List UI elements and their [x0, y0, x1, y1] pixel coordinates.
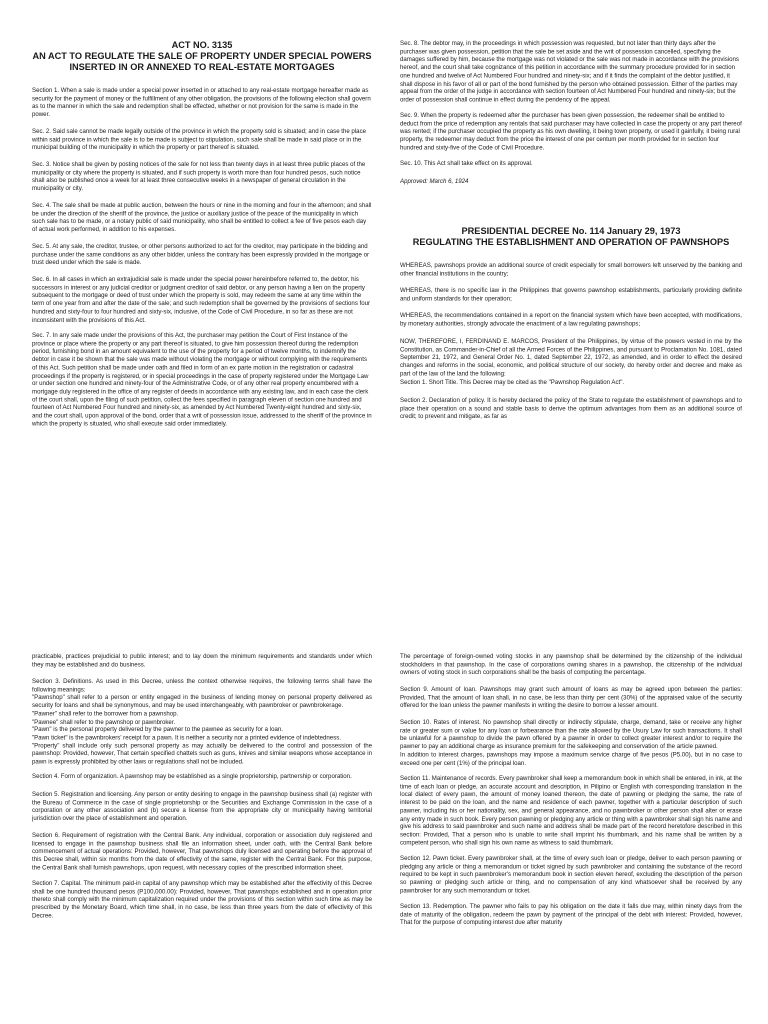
- decree-section-2-continued: practicable, practices prejudicial to public interest; and to lay down the minimum requirements and standards under which they may be established and do business.: [32, 653, 372, 669]
- act-section-6: Sec. 6. In all cases in which an extrajudicial sale is made under the special power hereinbefore referred to, the debtor, his successors in interest or any judicial creditor or judgment creditor of said debtor, or any person having a lien on the property subsequent to the mortgage or deed of trust under which the property is sold, may redeem the same at any time within the term of one year from and after the date of the sale; and such redemption shall be governed by the provisions of sections four hundred and sixty-four to four hundred and sixty-six, inclusive, of the Code of Civil Procedure, in so far as these are not inconsistent with the provisions of this Act.: [32, 275, 371, 323]
- now-therefore-clause: NOW, THEREFORE, I, FERDINAND E. MARCOS, President of the Philippines, by virtue of the powers vested in me by the Constitution, as Commander-in-Chief of all the Armed Forces of the Philippines, and pursuant to Proclamation No. 1081, dated September 21, 1972, and General Order No. 1, dated September 22, 1972, as amended, and in order to effect the desired changes and reforms in the social, economic, and political structure of our society, do hereby order and decree and make as part of the law of the land the following:: [400, 337, 742, 378]
- decree-title-heading: REGULATING THE ESTABLISHMENT AND OPERATION OF PAWNSHOPS: [412, 236, 730, 247]
- act-section-9: Sec. 9. When the property is redeemed after the purchaser has been given possession, the redeemer shall be entitled to deduct from the price of redemption any rentals that said purchaser may have collected in case the property or any part thereof was rented; if the purchaser occupied the property as his own dwelling, it being town property, or used it gainfully, it being rural property, the redeemer may deduct from the price the interest of one per centum per month provided for in section four hundred and sixty-five of the Code of Civil Procedure.: [400, 111, 742, 151]
- decree-section-12: Section 12. Pawn ticket. Every pawnbroker shall, at the time of every such loan or pledge, deliver to each person pawning or pledging any article or thing a memorandum or ticket signed by such pawnbroker and containing the substance of the record required to be kept in such pawnbroker's memorandum book in section eleven hereof, excluding the description of the person so pawning or pledging such article or thing, and no compensation of any kind whatsoever shall be received by any pawnbroker for any such memorandum or ticket.: [400, 854, 742, 895]
- page2-right-column: [400, 625, 742, 1024]
- page1-right-column: [400, 0, 742, 570]
- act-section-10: Sec. 10. This Act shall take effect on its approval.: [400, 160, 533, 168]
- page1-left-column: [32, 0, 372, 570]
- decree-section-13: Section 13. Redemption. The pawner who fails to pay his obligation on the date it falls due may, within ninety days from the date of maturity of the obligation, redeem the pawn by payment of the principal of the debt with interest: Provided, however, That for the purpose of computing interest due after maturity: [400, 903, 742, 927]
- decree-section-10: Section 10. Rates of interest. No pawnshop shall directly or indirectly stipulate, charge, demand, take or receive any higher rate or greater sum or value for any loan or forbearance than the rate allowed by the Usury Law for such transactions. It shall be unlawful for a pawnshop to divide the pawn offered by a pawner in order to collect greater interest and/or to require the pawner to pay an additional charge as insurance premium for the safekeeping and conservation of the article pawned. In addition to interest charges, pawnshops may impose a maximum service charge of five pesos (P5.00), but in no case to exceed one per cent (1%) of the principal loan.: [400, 719, 742, 767]
- whereas-clause-2: WHEREAS, there is no specific law in the Philippines that governs pawnshop establishments, particularly providing definite and uniform standards for their operation;: [400, 286, 742, 303]
- decree-section-7: Section 7. Capital. The minimum paid-in capital of any pawnshop which may be established after the effectivity of this Decree shall be one hundred thousand pesos (P100,000.00): Provided, however, That pawnshops established and in operation prior thereto shall comply with the minimum capitalization required under the provisions of this section within such time as may be prescribed by the Monetary Board, which time shall, in no case, be less than three years from the date of effectivity of this Decree.: [32, 880, 372, 920]
- whereas-clause-3: WHEREAS, the recommendations contained in a report on the financial system which have been accepted, with modifications, by monetary authorities, strongly advocate the enactment of a law regulating pawnshops;: [400, 312, 742, 328]
- whereas-clause-1: WHEREAS, pawnshops provide an additional source of credit especially for small borrowers left unserved by the banking and other financial institutions in the country;: [400, 261, 742, 277]
- act-section-5: Sec. 5. At any sale, the creditor, trustee, or other persons authorized to act for the creditor, may participate in the bidding and purchase under the same conditions as any other bidder, unless the contrary has been expressly provided in the mortgage or trust deed under which the sale is made.: [32, 242, 370, 266]
- decree-section-3: Section 3. Definitions. As used in this Decree, unless the context otherwise requires, the following terms shall have the following meanings: "Pawnshop" shall refer to a person or entity engaged in the business of lending money on personal property delivered as security for loans and shall be synonymous, and may be used interchangeably, with pawnbroker or pawnbrokerage. "Pawner" shall refer to the borrower from a pawnshop. "Pawnee" shall refer to the pawnshop or pawnbroker. "Pawn" is the personal property delivered by the pawner to the pawnee as security for a loan. "Pawn ticket" is the pawnbrokers' receipt for a pawn. It is neither a security nor a printed evidence of indebtedness. "Property" shall include only such personal property as may actually be delivered to the control and possession of the pawnshop: Provided, however, That certain specified chattels such as guns, knives and similar weapons whose acceptance in pawn is expressly prohibited by other laws or regulations shall not be included.: [32, 678, 372, 766]
- approval-date: Approved: March 6, 1924: [400, 177, 469, 186]
- decree-foreign-ownership: The percentage of foreign-owned voting stocks in any pawnshop shall be determined by the citizenship of the individual stockholders in that pawnshop. In the case of corporations owning shares in a pawnshop, the citizenship of the individual owners of voting stock in such corporations shall be the basis of computing the percentage.: [400, 653, 742, 677]
- act-section-3: Sec. 3. Notice shall be given by posting notices of the sale for not less than twenty days in at least three public places of the municipality or city where the property is situated, and if such property is worth more than four hundred pesos, such notice shall also be published once a week for at least three consecutive weeks in a newspaper of general circulation in the municipality or city.: [32, 160, 366, 193]
- decree-section-2: Section 2. Declaration of policy. It is hereby declared the policy of the State to regulate the establishment of pawnshops and to place their operation on a sound and stable basis to derive the optimum advantages from them as an additional source of credit; to prevent and mitigate, as far as: [400, 396, 742, 421]
- decree-section-11: Section 11. Maintenance of records. Every pawnbroker shall keep a memorandum book in which shall be entered, in ink, at the time of each loan or pledge, an accurate account and description, in Pilipino or English with corresponding translation in the local dialect of every pawn, the amount of money loaned thereon, the date of pawning or pledging the same, the rate of interest to be paid on the loan, and the name and residence of each pawner, together with a particular description of such pawner, including his or her nationality, sex, and general appearance, and no pawnbroker or other person shall alter or erase any entry made in such book. Every person pawning or pledging any article or thing with a pawnbroker shall sign his name and give his address to said pawnbroker and such name and address shall be made part of the record heretofore described in this section: Provided, That a person who is unable to write shall imprint his thumbmark, and his name shall be written by a competent person, who shall sign his own name as witness to said thumbmark.: [400, 775, 742, 847]
- decree-number-heading: PRESIDENTIAL DECREE No. 114 January 29, 1973: [461, 225, 681, 236]
- decree-section-9: Section 9. Amount of loan. Pawnshops may grant such amount of loans as may be agreed upon between the parties: Provided, That the amount of loan shall, in no case, be less than thirty per cent (30%) of the appraised value of the security offered for the loan unless the pawner manifests in writing the desire to borrow a lesser amount.: [400, 686, 742, 710]
- act-section-4: Sec. 4. The sale shall be made at public auction, between the hours or nine in the morning and four in the afternoon; and shall be under the direction of the sheriff of the province, the justice or auxiliary justice of the peace of the municipality in which such sale has to be made, or a notary public of said municipality, who shall be entitled to collect a fee of five pesos each day of actual work performed, in addition to his expenses.: [32, 201, 372, 234]
- decree-section-4: Section 4. Form of organization. A pawnshop may be established as a single proprietorship, partnership or corporation.: [32, 773, 352, 781]
- decree-section-1: Section 1. Short Title. This Decree may be cited as the "Pawnshop Regulation Act".: [400, 379, 625, 387]
- act-section-7: Sec. 7. In any sale made under the provisions of this Act, the purchaser may petition the Court of First Instance of the province or place where the property or any part thereof is situated, to give him possession thereof during the redemption period, furnishing bond in an amount equivalent to the use of the property for a period of twelve months, to indemnify the debtor in case it be shown that the sale was made without violating the mortgage or without complying with the requirements of this Act. Such petition shall be made under oath and filed in form of an ex parte motion in the registration or cadastral proceedings if the property is registered, or in special proceedings in the case of property registered under the Mortgage Law or under section one hundred and ninety-four of the Administrative Code, or of any other real property encumbered with a mortgage duly registered in the office of any register of deeds in accordance with any existing law, and in each case the clerk of the court shall, upon the filing of such petition, collect the fees specified in paragraph eleven of section one hundred and fourteen of Act Numbered Four hundred and ninety-six, as amended by Act Numbered Twenty-eight hundred and sixty-six, and the court shall, upon approval of the bond, order that a writ of possession issue, addressed to the sheriff of the province in which the property is situated, who shall execute said order immediately.: [32, 331, 372, 428]
- act-title-heading: AN ACT TO REGULATE THE SALE OF PROPERTY UNDER SPECIAL POWERS INSERTED IN OR ANNEXED TO REAL-ESTATE MORTGAGES: [32, 51, 372, 72]
- act-section-2: Sec. 2. Said sale cannot be made legally outside of the province in which the property sold is situated; and in case the place within said province in which the sale is to be made is subject to stipulation, such sale shall be made in said place or in the municipal building of the municipality in which the property or part thereof is situated.: [32, 127, 367, 152]
- decree-section-6: Section 6. Requirement of registration with the Central Bank. Any individual, corporation or association duly registered and licensed to engage in the pawnshop business shall file an information sheet, under oath, with the Central Bank before commencement of actual operations: Provided, however, That pawnshops duly licensed and operating before the approval of this Decree shall, within six months from the date of effectivity of the same, register with the Central Bank. For this purpose, the Central Bank shall furnish pawnshops, upon request, with necessary copies of the prescribed information sheet.: [32, 831, 372, 871]
- act-section-8: Sec. 8. The debtor may, in the proceedings in which possession was requested, but not later than thirty days after the purchaser was given possession, petition that the sale be set aside and the writ of possession cancelled, specifying the damages suffered by him, because the mortgage was not violated or the sale was not made in accordance with the provisions hereof, and the court shall take cognizance of this petition in accordance with the summary procedure provided for in section one hundred and twelve of Act Numbered Four hundred and ninety-six; and if it finds the complaint of the debtor justified, it shall dispose in his favor of all or part of the bond furnished by the person who obtained possession. Either of the parties may appeal from the order of the judge in accordance with section fourteen of Act Numbered Four hundred and ninety-six; but the order of possession shall continue in effect during the pendency of the appeal.: [400, 40, 739, 104]
- page-gap: [0, 570, 768, 625]
- act-number-heading: ACT NO. 3135: [171, 40, 233, 50]
- page2-left-column: [32, 625, 372, 1024]
- act-section-1: Section 1. When a sale is made under a special power inserted in or attached to any real-estate mortgage hereafter made as security for the payment of money or the fulfillment of any other obligation, the provisions of the following election shall govern as to the manner in which the sale and redemption shall be effected, whether or not provision for the same is made in the power.: [32, 87, 371, 119]
- decree-section-5: Section 5. Registration and licensing. Any person or entity desiring to engage in the pawnshop business shall (a) register with the Bureau of Commerce in the case of single proprietorship or the Securities and Exchange Commission in the case of a corporation or any other association and (b) secure a license from the appropriate city or municipality having territorial jurisdiction over the place of establishment and operation.: [32, 790, 372, 823]
- document-page-2: [0, 625, 768, 1024]
